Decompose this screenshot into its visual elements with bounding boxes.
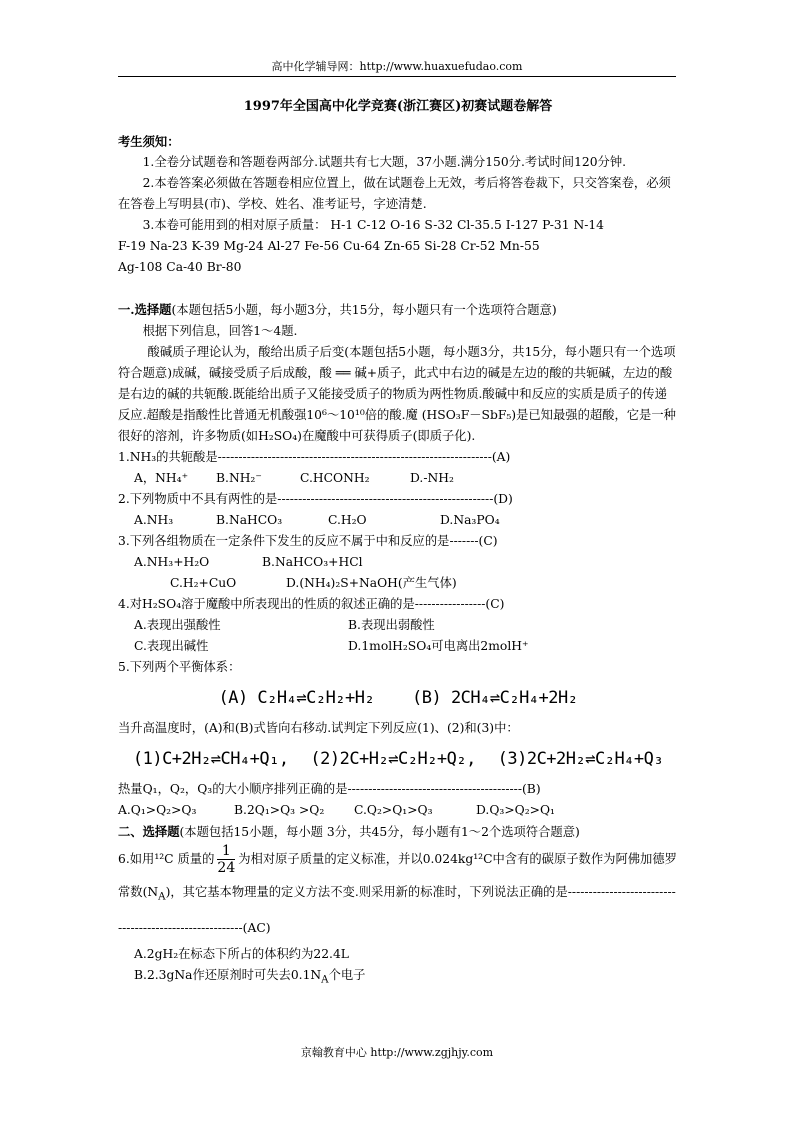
equation-1: (1)C+2H₂⇌CH₄+Q₁, [132, 749, 289, 769]
question-6-post2: )，其它基本物理量的定义方法不变.则采用新的标准时，下列说法正确的是--------------------------------------------------------(AC) [118, 885, 676, 936]
option: C.HCONH₂ [300, 471, 370, 485]
fraction-denominator: 24 [217, 860, 236, 876]
page-header: 高中化学辅导网：http://www.huaxuefudao.com [118, 58, 676, 77]
notice-item-3-line3: Ag-108 Ca-40 Br-80 [118, 260, 242, 274]
question-6-option-a: A.2gH₂在标态下所占的体积约为22.4L [134, 947, 349, 962]
notice-item-1: 1.全卷分试题卷和答题卷两部分.试题共有七大题，37小题.满分150分.考试时间120分钟. [142, 155, 627, 169]
document-title: 1997年全国高中化学竞赛(浙江赛区)初赛试题卷解答 [243, 99, 553, 114]
question-2-options [118, 510, 678, 531]
notice-item-3-line2: F-19 Na-23 K-39 Mg-24 Al-27 Fe-56 Cu-64 Zn-65 Si-28 Cr-52 Mn-55 [118, 239, 540, 253]
reaction-equations [118, 741, 678, 777]
question-4-options-row2 [118, 636, 678, 657]
question-4-options-row1 [118, 615, 678, 636]
question-1: 1.NH₃的共轭酸是------------------------------------------------------------------(A) [118, 450, 511, 464]
option: A.NH₃ [134, 513, 174, 527]
notice-item-3-line1: 3.本卷可能用到的相对原子质量： H-1 C-12 O-16 S-32 Cl-35.5 I-127 P-31 N-14 [142, 218, 605, 232]
option-b-text: B.2.3gNa作还原剂时可失去0.1N [134, 968, 322, 983]
question-4: 4.对H₂SO₄溶于魔酸中所表现出的性质的叙述正确的是-----------------(C) [118, 597, 505, 611]
option: B.NH₂⁻ [216, 471, 262, 485]
option: C.Q₂>Q₁>Q₃ [354, 803, 433, 817]
question-6-pre: 6.如用¹²C 质量的 [118, 852, 215, 866]
subscript: A [321, 973, 329, 986]
question-3-options-row1 [118, 552, 678, 573]
section1-header [118, 299, 678, 321]
section1-intro: 根据下列信息，回答1～4题. [142, 324, 298, 338]
section2-heading: 二、选择题 [118, 824, 180, 839]
section1-heading: 一.选择题 [118, 302, 172, 317]
equation-2: (2)2C+H₂⇌C₂H₂+Q₂, [310, 749, 476, 769]
option: A，NH₄⁺ [134, 471, 189, 485]
question-5-ask: 热量Q₁，Q₂，Q₃的大小顺序排列正确的是------------------------------------------(B) [118, 782, 541, 796]
equation-a: (A) C₂H₄⇌C₂H₂+H₂ [218, 688, 375, 708]
page-footer: 京翰教育中心 http://www.zgjhjy.com [300, 1046, 494, 1059]
equation-b: (B) 2CH₄⇌C₂H₄+2H₂ [412, 688, 578, 708]
fraction-numerator: 1 [217, 843, 235, 860]
document-body [118, 96, 678, 991]
notice-heading: 考生须知： [118, 134, 180, 149]
option: D.Na₃PO₄ [440, 513, 500, 527]
question-1-options [118, 468, 678, 489]
question-6-option-b [118, 965, 678, 990]
option: C.表现出碱性 [134, 639, 209, 653]
question-2: 2.下列物质中不具有两性的是----------------------------------------------------(D) [118, 492, 513, 506]
option: D.-NH₂ [410, 471, 454, 485]
question-6-post: 为相对原子质量的定义标准，并以0.024kg¹²C中含有的碳原子数作为阿佛加德罗常数(N [118, 852, 677, 899]
fraction [217, 843, 235, 876]
question-5-text: 当升高温度时，(A)和(B)式皆向右移动.试判定下列反应(1)、(2)和(3)中： [118, 721, 519, 735]
subscript: A [158, 890, 166, 903]
option: A.表现出强酸性 [134, 618, 221, 632]
option: B.表现出弱酸性 [348, 618, 435, 632]
option: B.2Q₁>Q₃ >Q₂ [234, 803, 325, 817]
option: D.(NH₄)₂S+NaOH(产生气体) [286, 576, 457, 590]
question-5-options [118, 800, 678, 821]
notice-item-2: 2.本卷答案必须做在答题卷相应位置上，做在试题卷上无效，考后将答卷裁下，只交答案卷，必须在答卷上写明县(市)、学校、姓名、准考证号，字迹清楚. [118, 176, 671, 211]
equation-3: (3)2C+2H₂⇌C₂H₄+Q₃ [497, 749, 664, 769]
option: C.H₂+CuO [170, 576, 237, 590]
section1-passage: 酸碱质子理论认为，酸给出质子后变(本题包括5小题，每小题3分，共15分，每小题只有一个选项符合题意)成碱，碱接受质子后成酸，酸 ══ 碱+质子，此式中右边的碱是左边的酸的共轭碱，左边的酸是右边的碱的共轭酸.既能给出质子又能接受质子的物质为两性物质.酸碱中和反应的实质是质子的传递反应.超酸是指酸性比普通无机酸强10⁶～10¹⁰倍的酸.魔 (HSO₃F－SbF₅)是已知最强的超酸，它是一种很好的溶剂，许多物质(如H₂SO₄)在魔酸中可获得质子(即质子化). [118, 345, 676, 443]
question-3: 3.下列各组物质在一定条件下发生的反应不属于中和反应的是-------(C) [118, 534, 498, 548]
option-b-post: 个电子 [328, 968, 366, 983]
option: A.Q₁>Q₂>Q₃ [118, 803, 197, 817]
section1-desc: (本题包括5小题，每小题3分，共15分，每小题只有一个选项符合题意) [171, 303, 557, 317]
question-6 [118, 843, 678, 944]
equilibrium-equations [118, 680, 678, 716]
option: D.Q₃>Q₂>Q₁ [476, 803, 555, 817]
option: B.NaHCO₃ [216, 513, 283, 527]
option: B.NaHCO₃+HCl [262, 555, 363, 569]
section2-desc: (本题包括15小题，每小题 3分，共45分，每小题有1～2个选项符合题意) [179, 825, 580, 839]
question-3-options-row2 [118, 573, 678, 594]
option: A.NH₃+H₂O [134, 555, 210, 569]
question-5: 5.下列两个平衡体系： [118, 660, 241, 674]
option: D.1molH₂SO₄可电离出2molH⁺ [348, 639, 529, 653]
option: C.H₂O [328, 513, 367, 527]
section2-header [118, 821, 678, 843]
